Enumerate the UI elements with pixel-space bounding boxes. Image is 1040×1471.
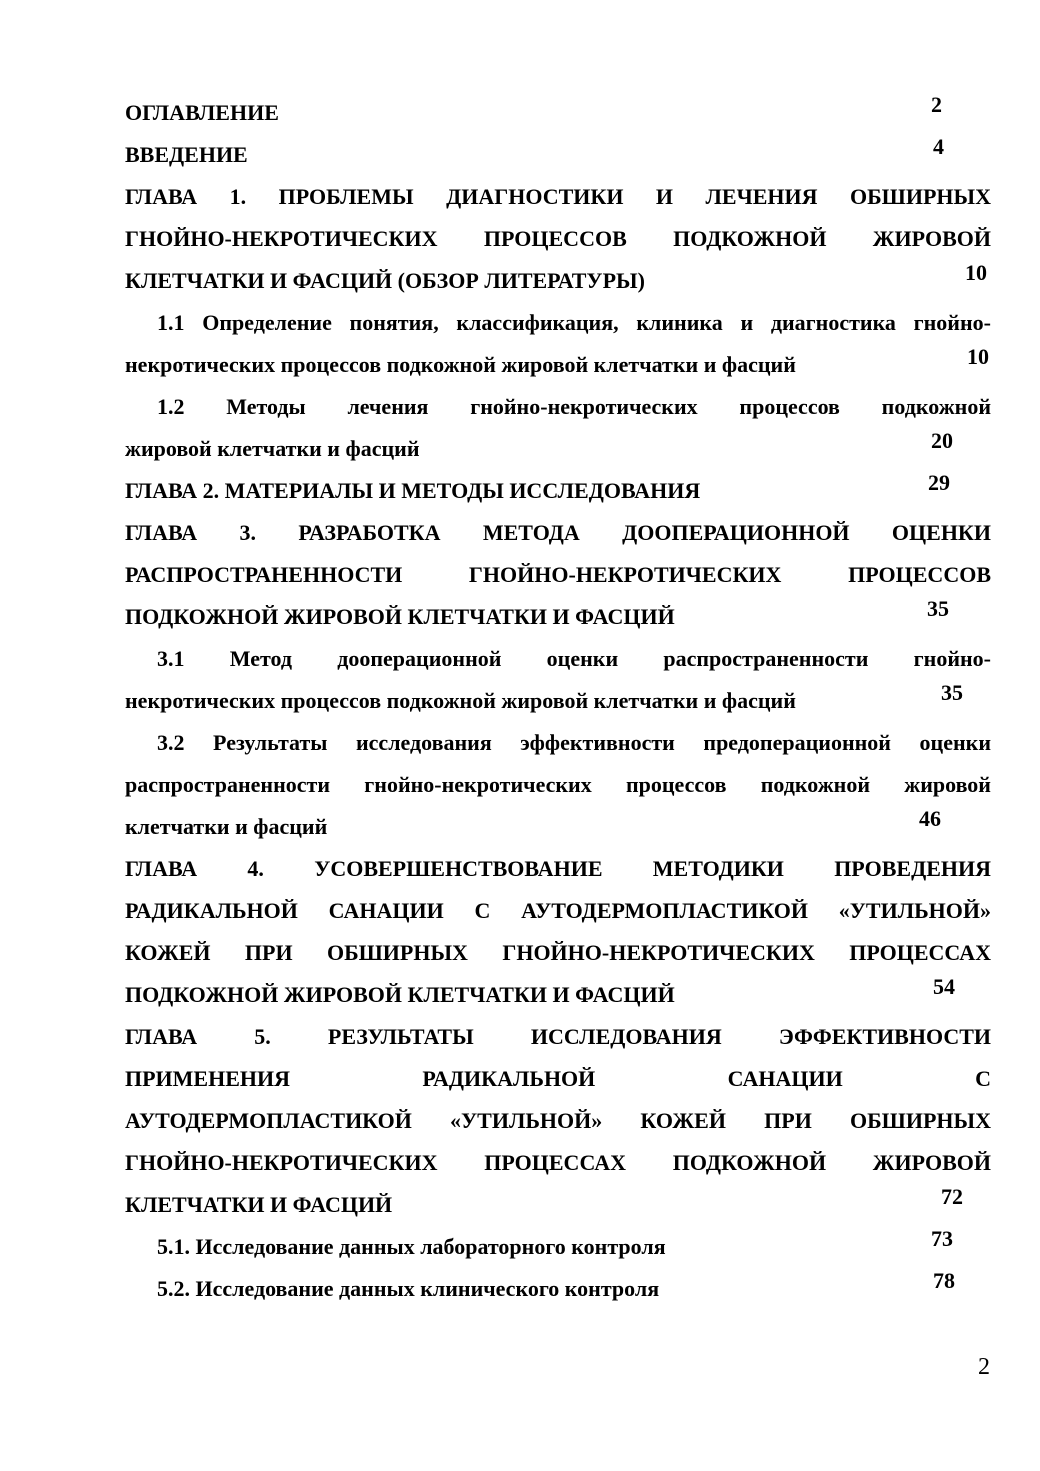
toc-entry-title-line: ГЛАВА 1. ПРОБЛЕМЫ ДИАГНОСТИКИ И ЛЕЧЕНИЯ ОБШИРНЫХ bbox=[125, 184, 991, 209]
toc-entry-title-line: ПРИМЕНЕНИЯ РАДИКАЛЬНОЙ САНАЦИИ С bbox=[125, 1066, 991, 1091]
toc-entry-title: 5.1. Исследование данных лабораторного контроля bbox=[157, 1234, 666, 1259]
toc-entry-title-line: АУТОДЕРМОПЛАСТИКОЙ «УТИЛЬНОЙ» КОЖЕЙ ПРИ ОБШИРНЫХ bbox=[125, 1108, 991, 1133]
toc-entry-title-line: ГНОЙНО-НЕКРОТИЧЕСКИХ ПРОЦЕССАХ ПОДКОЖНОЙ ЖИРОВОЙ bbox=[125, 1150, 991, 1175]
toc-entry-title-line: 1.2 Методы лечения гнойно-некротических процессов подкожной bbox=[157, 394, 991, 419]
toc-page-number: 72 bbox=[941, 1184, 963, 1209]
page-number: 2 bbox=[978, 1354, 990, 1380]
toc-entry-section-3-1[interactable] bbox=[125, 638, 991, 722]
toc-entry-section-1-1[interactable] bbox=[125, 302, 991, 386]
toc-entry-title-line: ГЛАВА 3. РАЗРАБОТКА МЕТОДА ДООПЕРАЦИОННОЙ ОЦЕНКИ bbox=[125, 520, 991, 545]
table-of-contents bbox=[125, 92, 991, 1310]
toc-entry-introduction[interactable] bbox=[125, 134, 991, 176]
toc-entry-title-line: ГЛАВА 5. РЕЗУЛЬТАТЫ ИССЛЕДОВАНИЯ ЭФФЕКТИВНОСТИ bbox=[125, 1024, 991, 1049]
toc-entry-contents[interactable] bbox=[125, 92, 991, 134]
toc-entry-title-line: ГНОЙНО-НЕКРОТИЧЕСКИХ ПРОЦЕССОВ ПОДКОЖНОЙ ЖИРОВОЙ bbox=[125, 226, 991, 251]
toc-page-number: 10 bbox=[965, 260, 987, 285]
toc-entry-title-line: РАДИКАЛЬНОЙ САНАЦИИ С АУТОДЕРМОПЛАСТИКОЙ «УТИЛЬНОЙ» bbox=[125, 898, 991, 923]
toc-entry-title-line: РАСПРОСТРАНЕННОСТИ ГНОЙНО-НЕКРОТИЧЕСКИХ ПРОЦЕССОВ bbox=[125, 562, 991, 587]
toc-page-number: 4 bbox=[933, 134, 944, 159]
toc-page-number: 78 bbox=[933, 1268, 955, 1293]
toc-entry-section-5-2[interactable] bbox=[125, 1268, 991, 1310]
toc-page-number: 54 bbox=[933, 974, 955, 999]
toc-entry-title-line: распространенности гнойно-некротических процессов подкожной жировой bbox=[125, 772, 991, 797]
toc-entry-title: ГЛАВА 2. МАТЕРИАЛЫ И МЕТОДЫ ИССЛЕДОВАНИЯ bbox=[125, 478, 701, 503]
toc-entry-title-line: 3.1 Метод дооперационной оценки распространенности гнойно- bbox=[157, 646, 991, 671]
toc-page-number: 73 bbox=[931, 1226, 953, 1251]
toc-entry-title-line: некротических процессов подкожной жировой клетчатки и фасций bbox=[125, 688, 796, 713]
toc-entry-title-line: некротических процессов подкожной жировой клетчатки и фасций bbox=[125, 352, 796, 377]
toc-page-number: 35 bbox=[941, 680, 963, 705]
toc-entry-title-line: КОЖЕЙ ПРИ ОБШИРНЫХ ГНОЙНО-НЕКРОТИЧЕСКИХ ПРОЦЕССАХ bbox=[125, 940, 991, 965]
toc-entry-chapter-3[interactable] bbox=[125, 512, 991, 638]
toc-entry-title-line: 1.1 Определение понятия, классификация, клиника и диагностика гнойно- bbox=[157, 310, 991, 335]
toc-entry-title-line: КЛЕТЧАТКИ И ФАСЦИЙ (ОБЗОР ЛИТЕРАТУРЫ) bbox=[125, 268, 645, 293]
toc-entry-title: ВВЕДЕНИЕ bbox=[125, 142, 248, 167]
toc-entry-title-line: жировой клетчатки и фасций bbox=[125, 436, 420, 461]
toc-entry-chapter-1[interactable] bbox=[125, 176, 991, 302]
toc-entry-title-line: клетчатки и фасций bbox=[125, 814, 328, 839]
toc-entry-chapter-4[interactable] bbox=[125, 848, 991, 1016]
toc-entry-section-5-1[interactable] bbox=[125, 1226, 991, 1268]
toc-page-number: 20 bbox=[931, 428, 953, 453]
toc-page-number: 29 bbox=[928, 470, 950, 495]
toc-entry-title: 5.2. Исследование данных клинического контроля bbox=[157, 1276, 660, 1301]
toc-entry-title-line: ПОДКОЖНОЙ ЖИРОВОЙ КЛЕТЧАТКИ И ФАСЦИЙ bbox=[125, 604, 675, 629]
toc-entry-title-line: ГЛАВА 4. УСОВЕРШЕНСТВОВАНИЕ МЕТОДИКИ ПРОВЕДЕНИЯ bbox=[125, 856, 991, 881]
toc-entry-section-1-2[interactable] bbox=[125, 386, 991, 470]
toc-page-number: 46 bbox=[919, 806, 941, 831]
toc-page-number: 2 bbox=[931, 92, 942, 117]
toc-page-number: 10 bbox=[967, 344, 989, 369]
toc-entry-chapter-5[interactable] bbox=[125, 1016, 991, 1226]
toc-entry-chapter-2[interactable] bbox=[125, 470, 991, 512]
toc-entry-title-line: КЛЕТЧАТКИ И ФАСЦИЙ bbox=[125, 1192, 393, 1217]
toc-entry-title: ОГЛАВЛЕНИЕ bbox=[125, 100, 279, 125]
toc-page-number: 35 bbox=[927, 596, 949, 621]
toc-entry-section-3-2[interactable] bbox=[125, 722, 991, 848]
toc-entry-title-line: ПОДКОЖНОЙ ЖИРОВОЙ КЛЕТЧАТКИ И ФАСЦИЙ bbox=[125, 982, 675, 1007]
toc-entry-title-line: 3.2 Результаты исследования эффективности предоперационной оценки bbox=[157, 730, 991, 755]
